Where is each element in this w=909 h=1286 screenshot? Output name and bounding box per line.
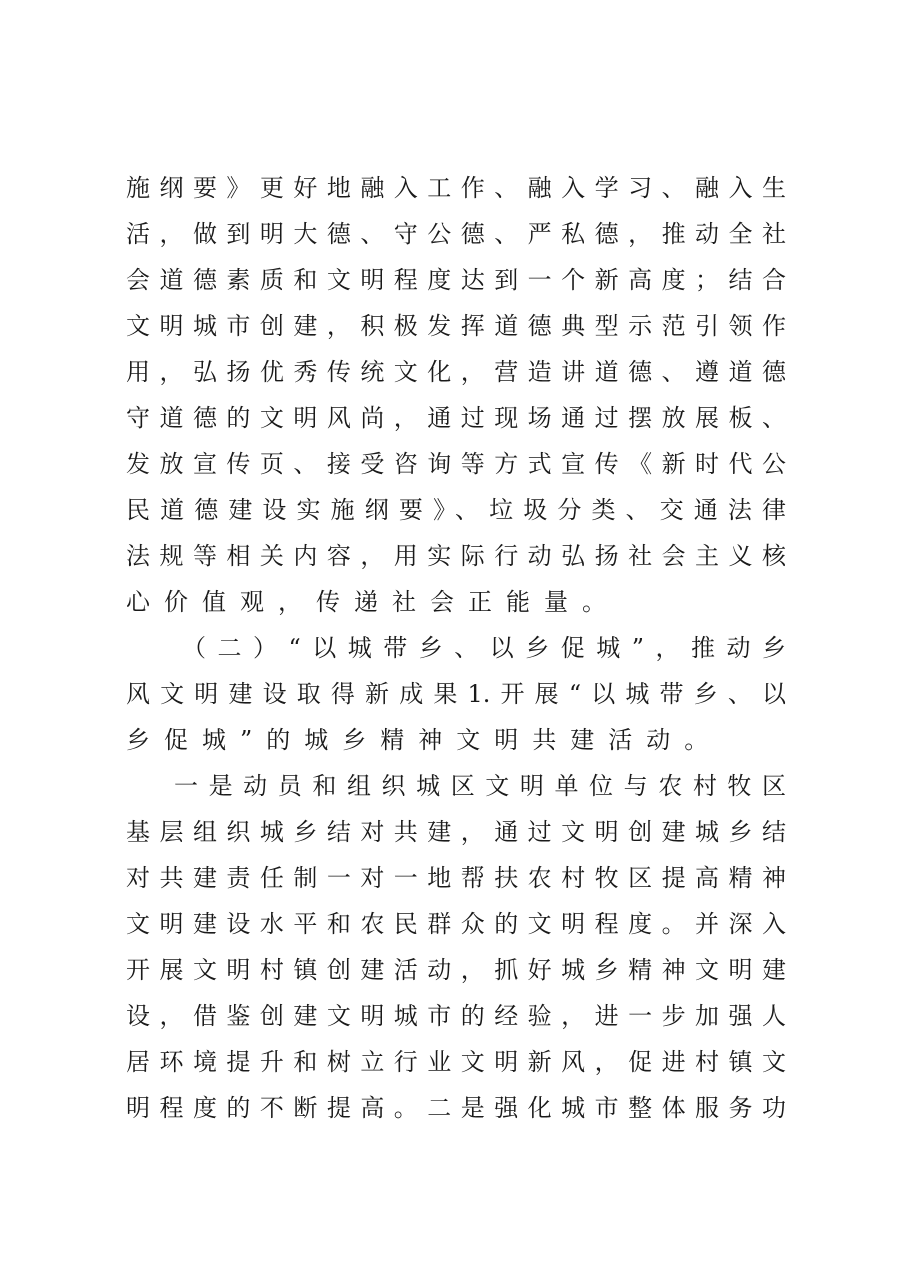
text-line: 文明城市创建，积极发挥道德典型示范引领作 — [126, 312, 786, 340]
text-line: 法规等相关内容，用实际行动弘扬社会主义核 — [126, 542, 786, 570]
text-line: 会道德素质和文明程度达到一个新高度；结合 — [126, 266, 786, 294]
text-line: 对共建责任制一对一地帮扶农村牧区提高精神 — [126, 864, 786, 892]
section-heading-line: 乡促城”的城乡精神文明共建活动。 — [126, 726, 723, 754]
text-line: 居环境提升和树立行业文明新风，促进村镇文 — [126, 1048, 786, 1076]
text-line: 设，借鉴创建文明城市的经验，进一步加强人 — [126, 1002, 786, 1030]
text-line: 用，弘扬优秀传统文化，营造讲道德、遵道德 — [126, 358, 786, 386]
text-line: 施纲要》更好地融入工作、融入学习、融入生 — [126, 174, 786, 202]
text-line: 民道德建设实施纲要》、垃圾分类、交通法律 — [126, 496, 786, 524]
text-line: 一是动员和组织城区文明单位与农村牧区 — [174, 772, 786, 800]
section-heading-line: （二）“以城带乡、以乡促城”，推动乡 — [182, 634, 786, 662]
text-line: 发放宣传页、接受咨询等方式宣传《新时代公 — [126, 450, 786, 478]
text-line: 活，做到明大德、守公德、严私德，推动全社 — [126, 220, 786, 248]
text-line: 守道德的文明风尚，通过现场通过摆放展板、 — [126, 404, 786, 432]
text-line: 开展文明村镇创建活动，抓好城乡精神文明建 — [126, 956, 786, 984]
text-line: 文明建设水平和农民群众的文明程度。并深入 — [126, 910, 786, 938]
text-line: 明程度的不断提高。二是强化城市整体服务功 — [126, 1094, 786, 1122]
text-line: 心价值观，传递社会正能量。 — [126, 588, 620, 616]
section-heading-line: 风文明建设取得新成果1.开展“以城带乡、以 — [126, 680, 786, 708]
text-line: 基层组织城乡结对共建，通过文明创建城乡结 — [126, 818, 786, 846]
